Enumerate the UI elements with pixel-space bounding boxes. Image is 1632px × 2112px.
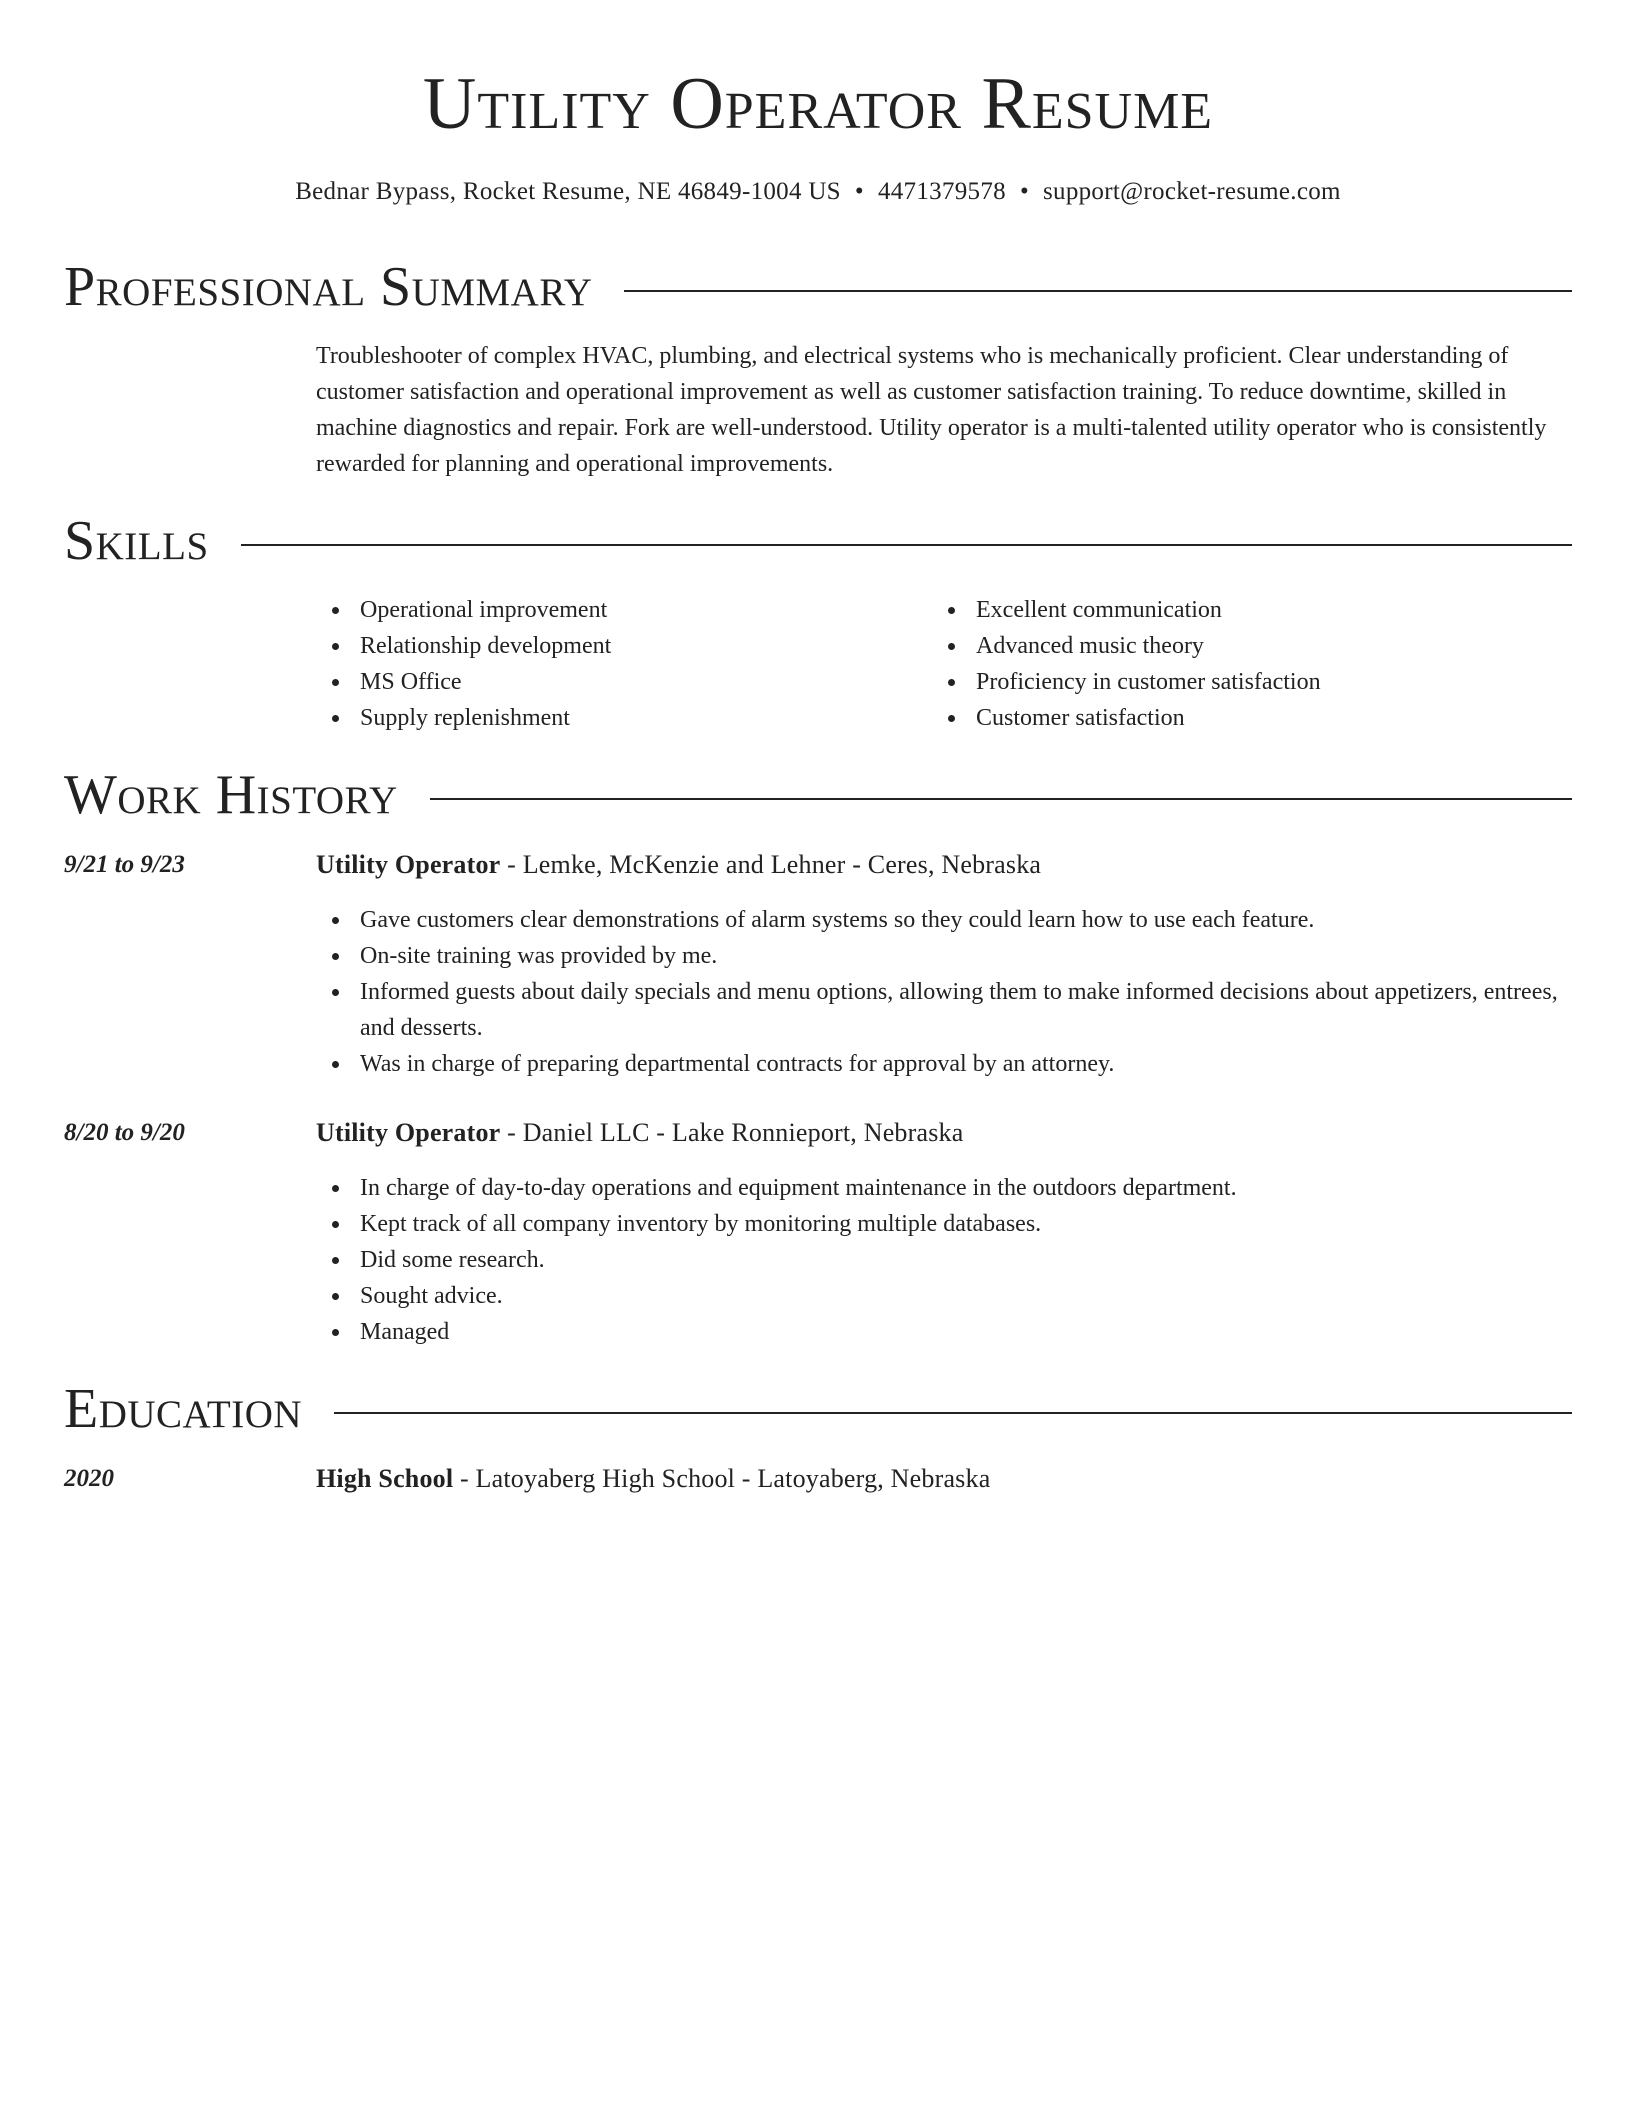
education-details: - Latoyaberg High School - Latoyaberg, Nebraska <box>453 1464 991 1493</box>
job-bullet: Did some research. <box>316 1242 1572 1278</box>
job-bullet: Was in charge of preparing departmental contracts for approval by an attorney. <box>316 1046 1572 1082</box>
section-divider <box>334 1412 1572 1414</box>
work-section-header <box>64 762 1572 828</box>
contact-email: support@rocket-resume.com <box>1043 178 1341 205</box>
job-heading <box>316 847 1572 883</box>
job-bullet: In charge of day-to-day operations and equipment maintenance in the outdoors department. <box>316 1170 1572 1206</box>
document-title: Utility Operator Resume <box>422 63 1214 145</box>
job-bullet: Gave customers clear demonstrations of alarm systems so they could learn how to use each feature. <box>316 902 1572 938</box>
skill-item: Customer satisfaction <box>932 700 1532 736</box>
summary-text: Troubleshooter of complex HVAC, plumbing, and electrical systems who is mechanically proficient. Clear understanding of customer satisfaction and operational improvement as well as customer satisfaction training. To reduce downtime, skilled in machine diagnostics and repair. Fork are well-understood. Utility operator is a multi-talented utility operator who is consistently rewarded for planning and operational improvements. <box>316 343 1547 477</box>
job-bullet: Informed guests about daily specials and menu options, allowing them to make informed decisions about appetizers, entrees, and desserts. <box>316 974 1572 1046</box>
job-bullets <box>316 1170 1572 1350</box>
skill-item: Relationship development <box>316 628 916 664</box>
education-year: 2020 <box>64 1465 114 1492</box>
job-dates: 8/20 to 9/20 <box>64 1119 185 1146</box>
job-bullet: Managed <box>316 1314 1572 1350</box>
work-heading: Work History <box>64 764 398 826</box>
skills-list-right <box>932 592 1532 736</box>
education-heading-line <box>316 1461 1572 1497</box>
skill-item: Advanced music theory <box>932 628 1532 664</box>
job-bullet: On-site training was provided by me. <box>316 938 1572 974</box>
section-divider <box>241 544 1572 546</box>
skill-item: Operational improvement <box>316 592 916 628</box>
skill-item: Excellent communication <box>932 592 1532 628</box>
job-details: - Daniel LLC - Lake Ronnieport, Nebraska <box>500 1118 964 1147</box>
contact-separator: • <box>854 178 864 205</box>
job-heading <box>316 1115 1572 1151</box>
contact-address: Bednar Bypass, Rocket Resume, NE 46849-1004 US <box>295 178 841 205</box>
job-bullet: Kept track of all company inventory by monitoring multiple databases. <box>316 1206 1572 1242</box>
skills-heading: Skills <box>64 510 209 572</box>
section-divider <box>430 798 1572 800</box>
summary-heading: Professional Summary <box>64 256 593 318</box>
education-degree: High School <box>316 1464 454 1493</box>
job-role: Utility Operator <box>316 850 501 879</box>
contact-phone: 4471379578 <box>877 178 1006 205</box>
job-bullet: Sought advice. <box>316 1278 1572 1314</box>
contact-line <box>64 174 1572 210</box>
job-bullets <box>316 902 1572 1082</box>
skill-item: MS Office <box>316 664 916 700</box>
skills-list-left <box>316 592 916 736</box>
skill-item: Proficiency in customer satisfaction <box>932 664 1532 700</box>
contact-separator: • <box>1019 178 1029 205</box>
job-role: Utility Operator <box>316 1118 501 1147</box>
job-dates: 9/21 to 9/23 <box>64 851 185 878</box>
skills-section-header <box>64 508 1572 574</box>
section-divider <box>624 290 1572 292</box>
summary-section-header <box>64 254 1572 320</box>
skill-item: Supply replenishment <box>316 700 916 736</box>
education-heading: Education <box>64 1378 303 1440</box>
job-details: - Lemke, McKenzie and Lehner - Ceres, Nebraska <box>500 850 1042 879</box>
education-section-header <box>64 1376 1572 1442</box>
